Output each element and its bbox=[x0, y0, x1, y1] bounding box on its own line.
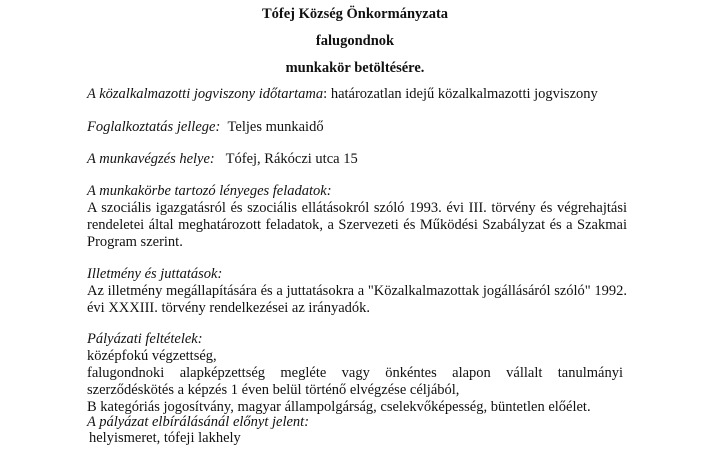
duties-label: A munkakörbe tartozó lényeges feladatok: bbox=[87, 183, 332, 199]
requirement-item: B kategóriás jogosítvány, magyar állampolgárság, cselekvőképesség, büntetlen előélet. bbox=[87, 399, 591, 415]
location-label: A munkavégzés helye: bbox=[87, 151, 215, 167]
duration-row: A közalkalmazotti jogviszony időtartama: határozatlan idejű közalkalmazotti jogviszony bbox=[87, 86, 598, 102]
requirement-item: falugondnoki alapképzettség megléte vagy önkéntes alapon vállalt tanulmányi bbox=[87, 365, 623, 381]
salary-label: Illetmény és juttatások: bbox=[87, 266, 223, 282]
salary-line: évi XXXIII. törvény rendelkezései az irányadók. bbox=[87, 300, 371, 316]
requirements-label: Pályázati feltételek: bbox=[87, 331, 203, 347]
requirement-item: szerződéskötés a képzés 1 éven belül történő elvégzése céljából, bbox=[87, 382, 460, 398]
organization-title: Tófej Község Önkormányzata bbox=[261, 6, 449, 22]
advantage-label: A pályázat elbírálásánál előnyt jelent: bbox=[87, 414, 310, 430]
duties-line: A szociális igazgatásról és szociális ellátásokról szóló 1993. évi III. törvény és végrehajtási bbox=[87, 200, 627, 216]
employment-label: Foglalkoztatás jellege: bbox=[87, 119, 221, 135]
duties-line: rendeletei által meghatározott feladatok, a Szervezeti és Működési Szabályzat és a Szakmai bbox=[87, 217, 627, 233]
employment-value: Teljes munkaidő bbox=[227, 119, 324, 135]
duration-label: A közalkalmazotti jogviszony időtartama bbox=[87, 86, 324, 102]
position-title: falugondnok bbox=[315, 33, 395, 49]
duties-line: Program szerint. bbox=[87, 234, 183, 250]
document-subtitle: munkakör betöltésére. bbox=[285, 60, 425, 76]
duration-value: határozatlan idejű közalkalmazotti jogviszony bbox=[330, 86, 598, 102]
advantage-item: helyismeret, tófeji lakhely bbox=[89, 430, 241, 446]
employment-row bbox=[87, 119, 324, 136]
location-row bbox=[87, 151, 358, 168]
salary-line: Az illetmény megállapítására és a juttatásokra a "Közalkalmazottak jogállásáról szóló" 1992. bbox=[87, 283, 627, 299]
requirement-item: középfokú végzettség, bbox=[87, 348, 217, 364]
location-value: Tófej, Rákóczi utca 15 bbox=[225, 151, 358, 167]
